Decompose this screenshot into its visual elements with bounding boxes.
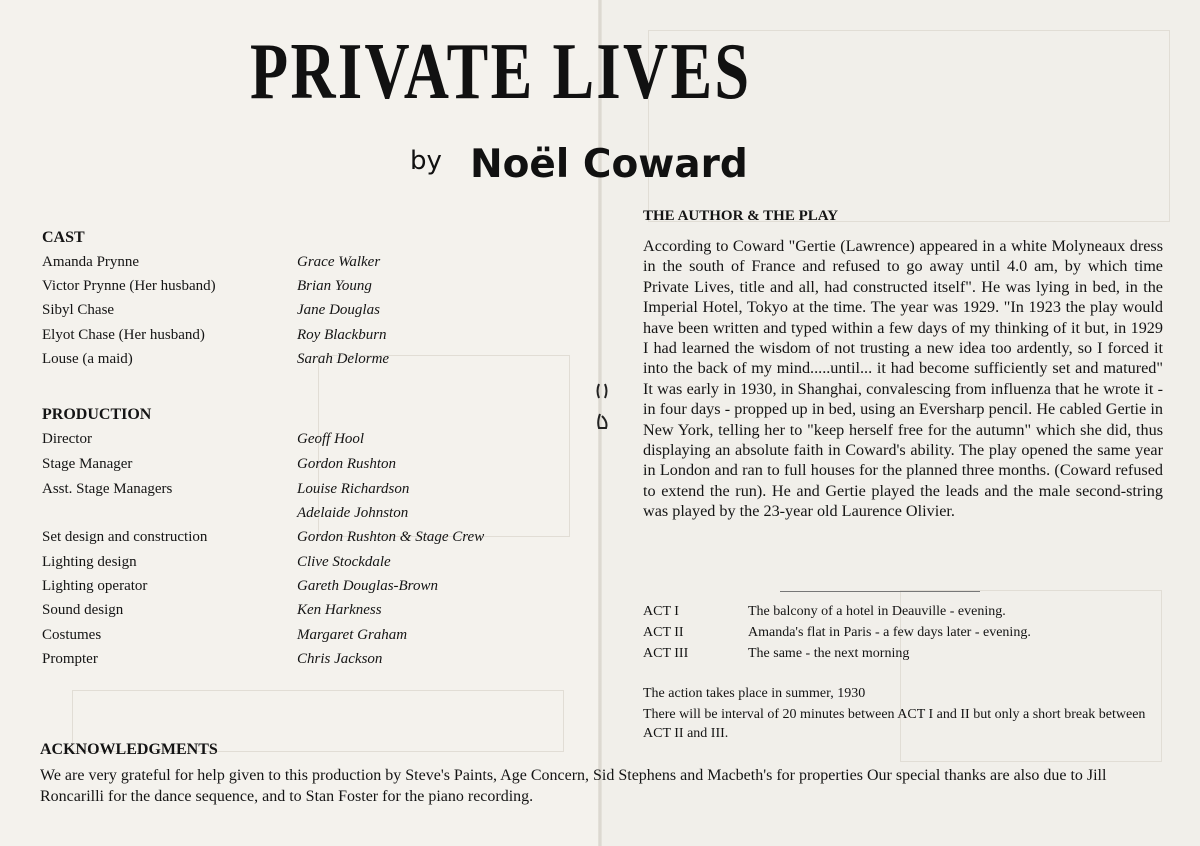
production-row xyxy=(42,651,562,675)
act-label: ACT III xyxy=(643,646,689,661)
person-name: Gareth Douglas-Brown xyxy=(297,578,438,594)
person-name: Geoff Hool xyxy=(297,431,365,447)
cast-row xyxy=(42,302,562,326)
author-play-body: According to Coward "Gertie (Lawrence) appeared in a white Molyneaux dress in the south of France and refused to go away until 4.0 am, by which time Private Lives, title and all, had constructed itself". He was lying in bed, in the Imperial Hotel, Tokyo at the time. The year was 1929. "In 1923 the play would have been written and typed within a few days of my thinking of it but, in 1929 I had learned the wisdom of not trusting a new idea too ardently, so I forced it into the back of my mind.....until... it had become sufficiently set and matured" It was early in 1930, in Shanghai, convalescing from influenza that he wrote it - in four days - propped up in bed, using an Eversharp pencil. He cabled Gertie in New York, telling her to "keep herself free for the autumn" which she did, thus displaying an absolute faith in Coward's ability. The play opened the same year in London and ran to full houses for the planned three months. (Coward refused to extend the run). He and Gertie played the leads and the male second-string was played by the 23-year old Laurence Olivier. xyxy=(643,237,1163,521)
person-name: Roy Blackburn xyxy=(297,327,387,343)
role-label: Costumes xyxy=(42,627,102,643)
act-description: The balcony of a hotel in Deauville - evening. xyxy=(748,604,1006,619)
role-label: Amanda Prynne xyxy=(42,254,140,270)
role-label: Prompter xyxy=(42,651,98,667)
cast-row xyxy=(42,278,562,302)
act-label: ACT II xyxy=(643,625,684,640)
role-label: Louse (a maid) xyxy=(42,351,133,367)
role-label: Lighting operator xyxy=(42,578,148,594)
role-label: Sound design xyxy=(42,602,124,618)
cast-row xyxy=(42,254,562,278)
cast-row xyxy=(42,351,562,375)
author-name: Noël Coward xyxy=(470,142,748,187)
acknowledgments-heading: ACKNOWLEDGMENTS xyxy=(40,741,218,758)
staple-mark-icon xyxy=(596,412,608,430)
person-name: Grace Walker xyxy=(297,254,381,270)
person-name: Gordon Rushton xyxy=(297,456,397,472)
author-play-heading: THE AUTHOR & THE PLAY xyxy=(643,208,839,224)
person-name: Sarah Delorme xyxy=(297,351,390,367)
cast-row xyxy=(42,327,562,351)
role-label: Set design and construction xyxy=(42,529,208,545)
person-name: Clive Stockdale xyxy=(297,554,391,570)
person-name: Chris Jackson xyxy=(297,651,383,667)
production-row xyxy=(42,456,562,480)
section-divider xyxy=(780,591,980,592)
staple-mark-icon xyxy=(596,382,608,400)
role-label: Director xyxy=(42,431,92,447)
act-label: ACT I xyxy=(643,604,679,619)
person-name: Louise Richardson xyxy=(297,481,410,497)
act-description: The same - the next morning xyxy=(748,646,910,661)
role-label: Victor Prynne (Her husband) xyxy=(42,278,216,294)
person-name: Margaret Graham xyxy=(297,627,408,643)
production-row xyxy=(42,431,562,455)
person-name: Gordon Rushton & Stage Crew xyxy=(297,529,485,545)
interval-note: There will be interval of 20 minutes between ACT I and II but only a short break between ACT II and III. xyxy=(643,707,1146,741)
byline: by xyxy=(410,146,442,176)
role-label: Lighting design xyxy=(42,554,137,570)
acknowledgments-text: We are very grateful for help given to this production by Steve's Paints, Age Concern, Sid Stephens and Macbeth's for properties Our special thanks are also due to Jill Roncarilli for the dance sequence, and to Stan Foster for the piano recording. xyxy=(40,767,1107,805)
production-row xyxy=(42,529,562,553)
role-label: Asst. Stage Managers xyxy=(42,481,173,497)
production-row xyxy=(42,578,562,602)
person-name: Adelaide Johnston xyxy=(297,505,409,521)
act-description: Amanda's flat in Paris - a few days later - evening. xyxy=(748,625,1031,640)
setting-note: The action takes place in summer, 1930 xyxy=(643,686,866,701)
role-label: Elyot Chase (Her husband) xyxy=(42,327,205,343)
cast-heading: CAST xyxy=(42,229,85,246)
production-row xyxy=(42,627,562,651)
play-title: PRIVATE LIVES xyxy=(250,28,752,116)
person-name: Ken Harkness xyxy=(297,602,382,618)
person-name: Brian Young xyxy=(297,278,372,294)
production-heading: PRODUCTION xyxy=(42,406,152,423)
production-row xyxy=(42,602,562,626)
production-row xyxy=(42,505,562,529)
role-label: Stage Manager xyxy=(42,456,133,472)
production-row xyxy=(42,481,562,505)
role-label: Sibyl Chase xyxy=(42,302,115,318)
production-row xyxy=(42,554,562,578)
person-name: Jane Douglas xyxy=(297,302,380,318)
